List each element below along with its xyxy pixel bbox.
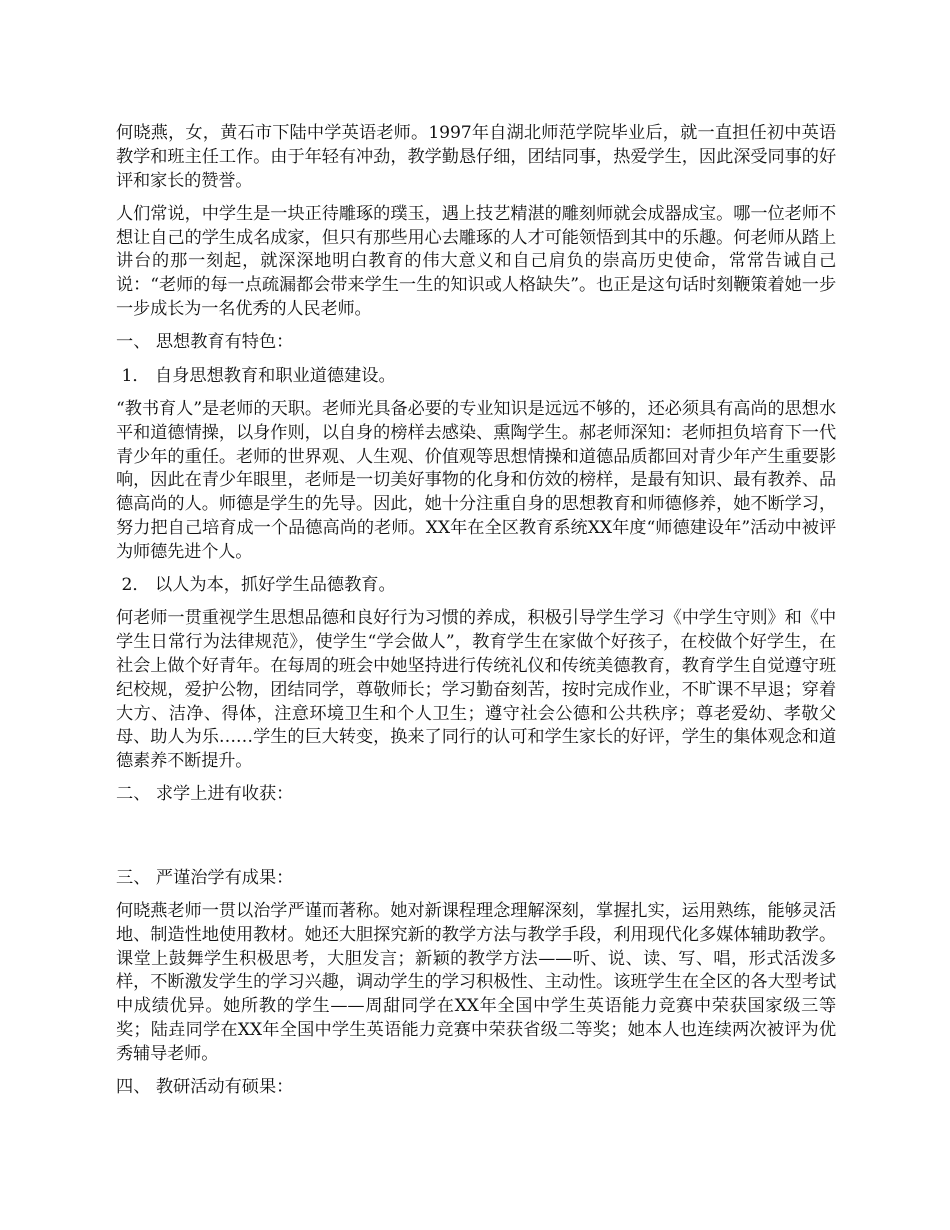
teaching-paragraph: 何晓燕老师一贯以治学严谨而著称。她对新课程理念理解深刻，掌握扎实，运用熟练，能够灵活地、制造性地使用教材。她还大胆探究新的教学方法与教学手段，利用现代化多媒体辅助教学。课堂上鼓舞学生积极思考，大胆发言；新颖的教学方法——听、说、读、写、唱，形式活泼多样，不断激发学生的学习兴趣，调动学生的学习积极性、主动性。该班学生在全区的各大型考试中成绩优异。她所教的学生——周甜同学在XX年全国中学生英语能力竞赛中荣获国家级三等奖；陆垚同学在XX年全国中学生英语能力竞赛中荣获省级二等奖；她本人也连续两次被评为优秀辅导老师。: [116, 901, 836, 1064]
ethics-paragraph: “教书育人”是老师的天职。老师光具备必要的专业知识是远远不够的，还必须具有高尚的思想水平和道德情操，以身作则，以自身的榜样去感染、熏陶学生。郝老师深知：老师担负培育下一代青少年的重任。老师的世界观、人生观、价值观等思想情操和道德品质都回对青少年产生重要影响，因此在青少年眼里，老师是一切美好事物的化身和仿效的榜样，是最有知识、最有教养、品德高尚的人。师德是学生的先导。因此，她十分注重自身的思想教育和师德修养，她不断学习，努力把自己培育成一个品德高尚的老师。XX年在全区教育系统XX年度“师德建设年”活动中被评为师德先进个人。: [116, 398, 836, 562]
intro-paragraph: 何晓燕，女，黄石市下陆中学英语老师。1997年自湖北师范学院毕业后，就一直担任初中英语教学和班主任工作。由于年轻有冲劲，教学勤恳仔细，团结同事，热爱学生，因此深受同事的好评和家长的赞誉。: [116, 123, 836, 191]
student-morals-paragraph: 何老师一贯重视学生思想品德和良好行为习惯的养成，积极引导学生学习《中学生守则》和《中学生日常行为法律规范》，使学生“学会做人”，教育学生在家做个好孩子，在校做个好学生，在社会上做个好青年。在每周的班会中她坚持进行传统礼仪和传统美德教育，教育学生自觉遵守班纪校规，爱护公物，团结同学，尊敬师长；学习勤奋刻苦，按时完成作业，不旷课不早退；穿着大方、洁净、得体，注意环境卫生和个人卫生；遵守社会公德和公共秩序；尊老爱幼、孝敬父母、助人为乐……学生的巨大转变，换来了同行的认可和学生家长的好评，学生的集体观念和道德素养不断提升。: [116, 608, 836, 772]
document-body: [116, 122, 836, 1109]
subsection-heading-student-morals: 2． 以人为本，抓好学生品德教育。: [116, 575, 396, 596]
section-heading-ideology: 一、 思想教育有特色：: [116, 332, 294, 353]
subsection-heading-ethics: 1． 自身思想教育和职业道德建设。: [116, 365, 396, 386]
empty-section-gap: [116, 817, 836, 867]
section-heading-research: 四、 教研活动有硕果：: [116, 1077, 294, 1098]
section-heading-teaching: 三、 严谨治学有成果：: [116, 867, 294, 888]
motivation-paragraph: 人们常说，中学生是一块正待雕琢的璞玉，遇上技艺精湛的雕刻师就会成器成宝。哪一位老师不想让自己的学生成名成家，但只有那些用心去雕琢的人才可能领悟到其中的乐趣。何老师从踏上讲台的那一刻起，就深深地明白教育的伟大意义和自己肩负的崇高历史使命，常常告诫自己说：“老师的每一点疏漏都会带来学生一生的知识或人格缺失”。也正是这句话时刻鞭策着她一步一步成长为一名优秀的人民老师。: [116, 203, 836, 320]
section-heading-learning: 二、 求学上进有收获：: [116, 784, 294, 805]
